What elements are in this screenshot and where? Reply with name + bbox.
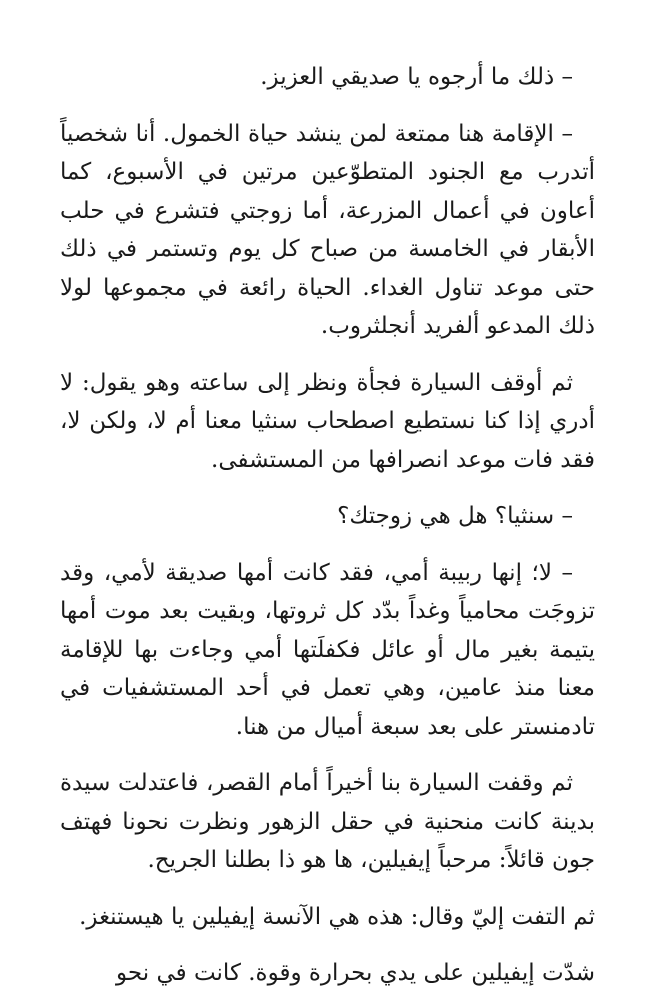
paragraph-6: ثم وقفت السيارة بنا أخيراً أمام القصر، فاعتدلت سيدة بدينة كانت منحنية في حقل الزهور ونظرت نحونا فهتف جون قائلاً: مرحباً إيفيلين، ها هو ذا بطلنا الجريح. <box>60 770 595 873</box>
paragraph-8: شدّت إيفيلين على يدي بحرارة وقوة. كانت في نحو <box>116 960 595 986</box>
paragraph-5: – لا؛ إنها ربيبة أمي، فقد كانت أمها صديقة لأمي، وقد تزوجَت محامياً وغداً بدّد كل ثروتها، وبقيت بعد موت أمها يتيمة بغير مال أو عائل فكفلَتها أمي وجاءت بها للإقامة معنا منذ عامين، وهي تعمل في أحد المستشفيات في تادمنستر على بعد سبعة أميال من هنا. <box>60 559 596 740</box>
paragraph-2: – الإقامة هنا ممتعة لمن ينشد حياة الخمول. أنا شخصياً أتدرب مع الجنود المتطوّعين مرتين في الأسبوع، كما أعاون في أعمال المزرعة، أما زوجتي فتشرع في حلب الأبقار في الخامسة من صباح كل يوم وتستمر في ذلك حتى موعد تناول الغداء. الحياة رائعة في مجموعها لولا ذلك المدعو ألفريد أنجلثروب. <box>60 120 595 339</box>
paragraph-7: ثم التفت إليّ وقال: هذه هي الآنسة إيفيلين يا هيستنغز. <box>79 903 595 930</box>
paragraph-1: – ذلك ما أرجوه يا صديقي العزيز. <box>260 64 573 90</box>
paragraph-4: – سنثيا؟ هل هي زوجتك؟ <box>337 503 573 529</box>
paragraph-3: ثم أوقف السيارة فجأة ونظر إلى ساعته وهو يقول: لا أدري إذا كنا نستطيع اصطحاب سنثيا معنا أم لا، ولكن لا، فقد فات موعد انصرافها من المستشفى. <box>60 369 595 473</box>
